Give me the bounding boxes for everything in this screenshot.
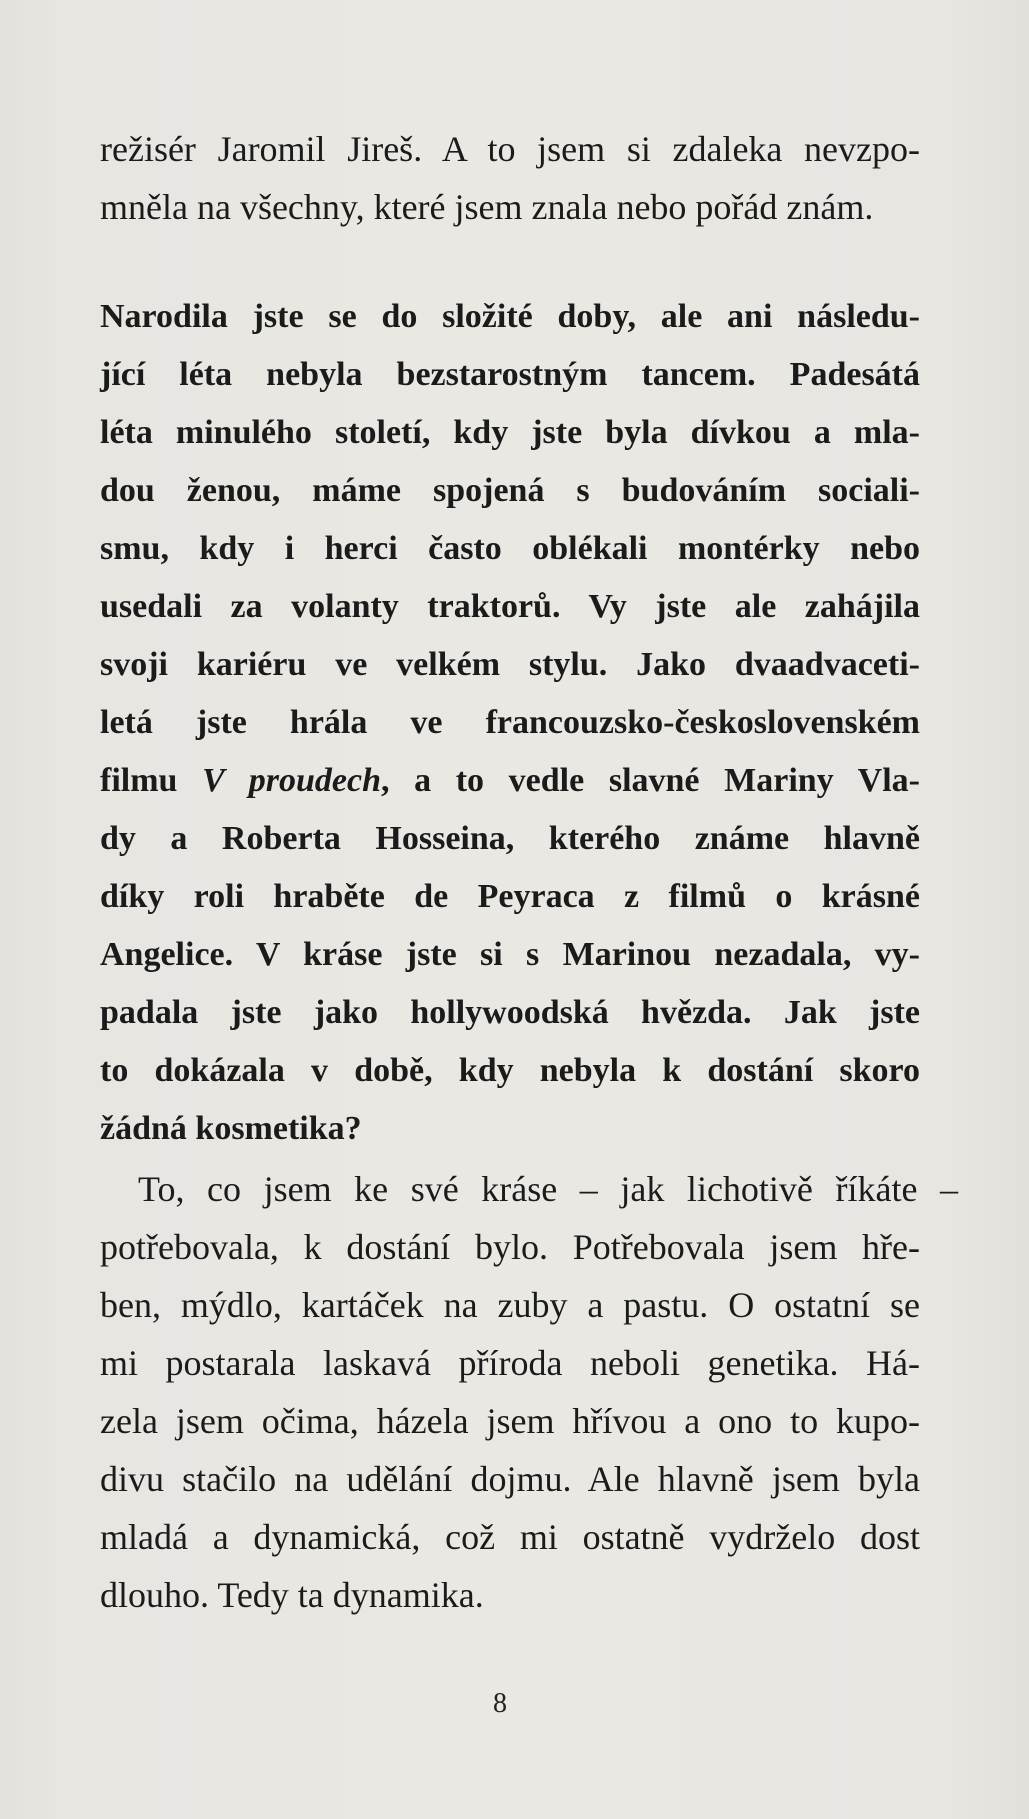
question-line: Narodila jste se do složité doby, ale ani následu- bbox=[100, 298, 920, 335]
intro-line: režisér Jaromil Jireš. A to jsem si zdaleka nevzpo- bbox=[100, 129, 920, 169]
film-line-after: , a to vedle slavné Mariny Vla- bbox=[381, 762, 920, 799]
question-line: svoji kariéru ve velkém stylu. Jako dvaadvaceti- bbox=[100, 646, 920, 683]
question-line: žádná kosmetika? bbox=[100, 1110, 362, 1147]
question-line: letá jste hrála ve francouzsko-československém bbox=[100, 704, 920, 741]
answer-line: ben, mýdlo, kartáček na zuby a pastu. O ostatní se bbox=[100, 1285, 920, 1325]
question-line: to dokázala v době, kdy nebyla k dostání skoro bbox=[100, 1052, 920, 1089]
question-line: jící léta nebyla bezstarostným tancem. Padesátá bbox=[100, 356, 920, 393]
question-line: dou ženou, máme spojená s budováním sociali- bbox=[100, 472, 920, 509]
question-line-film bbox=[100, 762, 920, 800]
question-line: padala jste jako hollywoodská hvězda. Jak jste bbox=[100, 994, 920, 1031]
answer-line: mi postarala laskavá příroda neboli genetika. Há- bbox=[100, 1343, 920, 1383]
question-line: Angelice. V kráse jste si s Marinou nezadala, vy- bbox=[100, 936, 920, 973]
intro-line: mněla na všechny, které jsem znala nebo pořád znám. bbox=[100, 187, 874, 227]
answer-line: potřebovala, k dostání bylo. Potřebovala jsem hře- bbox=[100, 1227, 920, 1267]
answer-line: zela jsem očima, házela jsem hřívou a ono to kupo- bbox=[100, 1401, 920, 1441]
question-line: usedali za volanty traktorů. Vy jste ale zahájila bbox=[100, 588, 920, 625]
answer-line: To, co jsem ke své kráse – jak lichotivě říkáte – bbox=[138, 1169, 958, 1209]
page-number: 8 bbox=[493, 1688, 507, 1719]
question-line: dy a Roberta Hosseina, kterého známe hlavně bbox=[100, 820, 920, 857]
question-line: díky roli hraběte de Peyraca z filmů o krásné bbox=[100, 878, 920, 915]
answer-line: dlouho. Tedy ta dynamika. bbox=[100, 1575, 484, 1615]
question-line: léta minulého století, kdy jste byla dívkou a mla- bbox=[100, 414, 920, 451]
answer-line: divu stačilo na udělání dojmu. Ale hlavně jsem byla bbox=[100, 1459, 920, 1499]
answer-line: mladá a dynamická, což mi ostatně vydrželo dost bbox=[100, 1517, 920, 1557]
question-line: smu, kdy i herci často oblékali montérky nebo bbox=[100, 530, 920, 567]
film-line-before: filmu bbox=[100, 762, 203, 799]
film-title: V proudech bbox=[202, 762, 381, 799]
